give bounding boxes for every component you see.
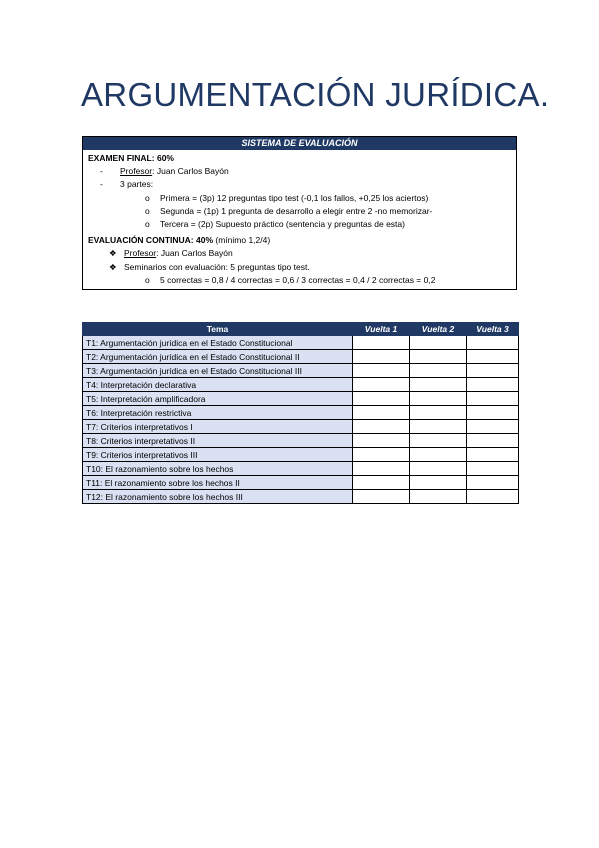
vuelta-2-cell[interactable] [410,364,467,378]
topic-cell: T2: Argumentación jurídica en el Estado Constitucional II [83,350,353,364]
table-row [83,378,519,392]
table-row [83,336,519,350]
topic-cell: T3: Argumentación jurídica en el Estado Constitucional III [83,364,353,378]
vuelta-2-cell[interactable] [410,476,467,490]
final-exam-percent: 60% [156,153,174,163]
table-header-row [83,323,519,336]
continuous-professor-item [88,247,516,260]
table-row [83,350,519,364]
vuelta-3-cell[interactable] [467,490,519,504]
vuelta-1-cell[interactable] [353,448,410,462]
topic-cell: T12: El razonamiento sobre los hechos III [83,490,353,504]
part-text: Segunda = (1p) 1 pregunta de desarrollo a elegir entre 2 -no memorizar- [160,205,433,216]
final-parts-item [88,178,516,191]
vuelta-1-cell[interactable] [353,406,410,420]
vuelta-2-cell[interactable] [410,490,467,504]
diamond-bullet-icon: ❖ [109,261,117,272]
continuous-eval-minimum: (mínimo 1,2/4) [215,235,271,246]
diamond-bullet-icon: ❖ [109,248,117,259]
seminars-text: Seminarios con evaluación: 5 preguntas tipo test. [124,261,310,272]
table-row [83,392,519,406]
dash-marker: - [100,166,103,177]
vuelta-2-cell[interactable] [410,406,467,420]
vuelta-3-cell[interactable] [467,364,519,378]
table-row [83,434,519,448]
vuelta-3-cell[interactable] [467,462,519,476]
vuelta-2-cell[interactable] [410,378,467,392]
vuelta-2-cell[interactable] [410,420,467,434]
part-item [88,218,516,231]
dash-marker: - [100,179,103,190]
evaluation-header: SISTEMA DE EVALUACIÓN [83,137,516,150]
vuelta-3-cell[interactable] [467,476,519,490]
circle-bullet: o [145,274,150,285]
evaluation-body [83,150,516,289]
col-header-vuelta-1: Vuelta 1 [353,323,410,336]
topic-cell: T1: Argumentación jurídica en el Estado Constitucional [83,336,353,350]
evaluation-box [82,136,517,290]
table-row [83,476,519,490]
vuelta-1-cell[interactable] [353,420,410,434]
vuelta-2-cell[interactable] [410,336,467,350]
continuous-eval-title [88,234,516,247]
col-header-vuelta-2: Vuelta 2 [410,323,467,336]
vuelta-1-cell[interactable] [353,434,410,448]
scoring-item [88,274,516,287]
page-title: ARGUMENTACIÓN JURÍDICA. [81,76,550,113]
vuelta-1-cell[interactable] [353,336,410,350]
professor-name: : Juan Carlos Bayón [156,248,233,259]
final-exam-label: EXAMEN FINAL: [88,153,155,163]
vuelta-3-cell[interactable] [467,378,519,392]
vuelta-1-cell[interactable] [353,364,410,378]
circle-bullet: o [145,192,150,203]
vuelta-2-cell[interactable] [410,350,467,364]
vuelta-3-cell[interactable] [467,434,519,448]
seminars-item [88,261,516,274]
table-row [83,448,519,462]
table-row [83,406,519,420]
vuelta-2-cell[interactable] [410,462,467,476]
professor-label: Profesor [124,248,157,259]
vuelta-1-cell[interactable] [353,462,410,476]
table-row [83,364,519,378]
continuous-eval-label: EVALUACIÓN CONTINUA: [88,235,194,246]
part-item [88,192,516,205]
topic-cell: T6: Interpretación restrictiva [83,406,353,420]
professor-name: : Juan Carlos Bayón [152,166,229,177]
vuelta-3-cell[interactable] [467,350,519,364]
col-header-tema: Tema [83,323,353,336]
vuelta-3-cell[interactable] [467,392,519,406]
col-header-vuelta-3: Vuelta 3 [467,323,519,336]
vuelta-1-cell[interactable] [353,392,410,406]
topic-cell: T9: Criterios interpretativos III [83,448,353,462]
vuelta-1-cell[interactable] [353,476,410,490]
topic-cell: T11: El razonamiento sobre los hechos II [83,476,353,490]
topic-cell: T4: Interpretación declarativa [83,378,353,392]
vuelta-1-cell[interactable] [353,378,410,392]
part-text: Primera = (3p) 12 preguntas tipo test (-0,1 los fallos, +0,25 los aciertos) [160,192,429,203]
vuelta-3-cell[interactable] [467,420,519,434]
table-row [83,490,519,504]
professor-label: Profesor [120,166,153,177]
vuelta-3-cell[interactable] [467,406,519,420]
topic-cell: T10: El razonamiento sobre los hechos [83,462,353,476]
vuelta-2-cell[interactable] [410,434,467,448]
vuelta-1-cell[interactable] [353,350,410,364]
continuous-eval-percent: 40% [196,235,214,246]
vuelta-3-cell[interactable] [467,336,519,350]
topic-cell: T7: Criterios interpretativos I [83,420,353,434]
topic-cell: T8: Criterios interpretativos II [83,434,353,448]
final-professor-item [88,165,516,178]
scoring-text: 5 correctas = 0,8 / 4 correctas = 0,6 / 3 correctas = 0,4 / 2 correctas = 0,2 [160,274,436,285]
final-exam-title [88,152,516,165]
vuelta-3-cell[interactable] [467,448,519,462]
table-row [83,462,519,476]
part-text: Tercera = (2p) Supuesto práctico (sentencia y preguntas de esta) [160,219,405,230]
circle-bullet: o [145,219,150,230]
parts-label: 3 partes: [120,179,154,190]
vuelta-2-cell[interactable] [410,392,467,406]
vuelta-1-cell[interactable] [353,490,410,504]
circle-bullet: o [145,205,150,216]
topics-table [82,322,519,504]
vuelta-2-cell[interactable] [410,448,467,462]
part-item [88,205,516,218]
table-row [83,420,519,434]
topic-cell: T5: Interpretación amplificadora [83,392,353,406]
